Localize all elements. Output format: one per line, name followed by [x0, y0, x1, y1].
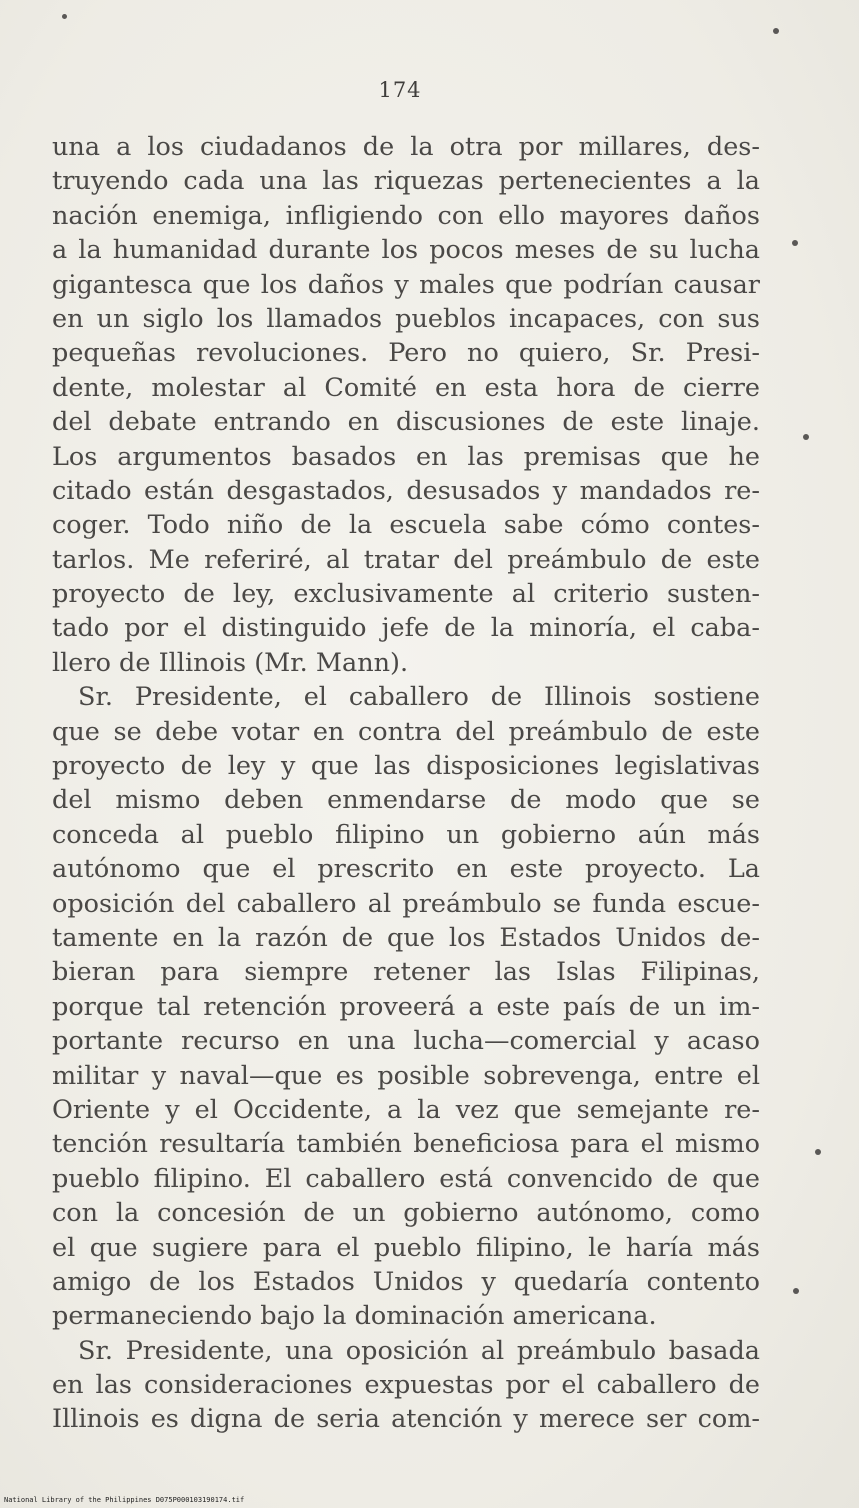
text-line: militar y naval—que es posible sobrevenga, entre el: [52, 1060, 760, 1091]
scan-speck: [792, 240, 798, 246]
text-line: Los argumentos basados en las premisas que he: [52, 441, 760, 472]
text-line: dente, molestar al Comité en esta hora de cierre: [52, 372, 760, 403]
text-line: en las consideraciones expuestas por el caballero de: [52, 1370, 760, 1401]
scan-speck: [773, 28, 779, 34]
text-line: nación enemiga, infligiendo con ello mayores daños: [52, 200, 760, 231]
page-number: 174: [378, 78, 422, 102]
text-line: oposición del caballero al preámbulo se funda escue-: [52, 888, 760, 919]
text-line: a la humanidad durante los pocos meses de su lucha: [52, 235, 760, 266]
text-line: del mismo deben enmendarse de modo que se: [52, 785, 760, 816]
text-line: Oriente y el Occidente, a la vez que semejante re-: [52, 1094, 760, 1125]
text-line: tención resultaría también beneficiosa para el mismo: [52, 1129, 760, 1160]
text-line: bieran para siempre retener las Islas Filipinas,: [52, 957, 760, 988]
text-line: conceda al pueblo filipino un gobierno aún más: [52, 819, 760, 850]
text-line: amigo de los Estados Unidos y quedaría contento: [52, 1266, 760, 1297]
text-line: permaneciendo bajo la dominación americana.: [52, 1301, 657, 1332]
text-line: pequeñas revoluciones. Pero no quiero, Sr. Presi-: [52, 338, 760, 369]
text-line: coger. Todo niño de la escuela sabe cómo contes-: [52, 510, 760, 541]
text-line: Illinois es digna de seria atención y merece ser com-: [52, 1404, 760, 1435]
text-line: tamente en la razón de que los Estados Unidos de-: [52, 922, 760, 953]
text-line: tado por el distinguido jefe de la minoría, el caba-: [52, 613, 760, 644]
text-line: que se debe votar en contra del preámbulo de este: [52, 716, 760, 747]
text-line: citado están desgastados, desusados y mandados re-: [52, 475, 760, 506]
text-line: del debate entrando en discusiones de este linaje.: [52, 407, 760, 438]
text-line: en un siglo los llamados pueblos incapaces, con sus: [52, 303, 760, 334]
scan-footer: National Library of the Philippines D075P000103190174.tif: [4, 1496, 245, 1504]
text-line: truyendo cada una las riquezas pertenecientes a la: [52, 166, 760, 197]
scan-speck: [815, 1149, 821, 1155]
text-line: porque tal retención proveerá a este país de un im-: [52, 991, 760, 1022]
text-line: con la concesión de un gobierno autónomo, como: [52, 1198, 760, 1229]
text-line: portante recurso en una lucha—comercial y acaso: [52, 1026, 760, 1057]
paragraph-start-line: Sr. Presidente, el caballero de Illinois sostiene: [78, 682, 760, 713]
body-text: [52, 130, 760, 1437]
text-line: gigantesca que los daños y males que podrían causar: [52, 269, 760, 300]
scan-speck: [62, 14, 67, 19]
paragraph-start-line: Sr. Presidente, una oposición al preámbulo basada: [78, 1335, 760, 1366]
text-line: una a los ciudadanos de la otra por millares, des-: [52, 132, 760, 162]
text-line: pueblo filipino. El caballero está convencido de que: [52, 1163, 760, 1194]
text-line: tarlos. Me referiré, al tratar del preámbulo de este: [52, 544, 760, 575]
text-line: el que sugiere para el pueblo filipino, le haría más: [52, 1232, 760, 1263]
scan-speck: [803, 434, 809, 440]
text-line: proyecto de ley, exclusivamente al criterio susten-: [52, 579, 760, 610]
scan-speck: [793, 1288, 799, 1294]
text-line: proyecto de ley y que las disposiciones legislativas: [52, 751, 760, 782]
text-line: llero de Illinois (Mr. Mann).: [52, 647, 409, 678]
text-line: autónomo que el prescrito en este proyecto. La: [52, 854, 760, 885]
